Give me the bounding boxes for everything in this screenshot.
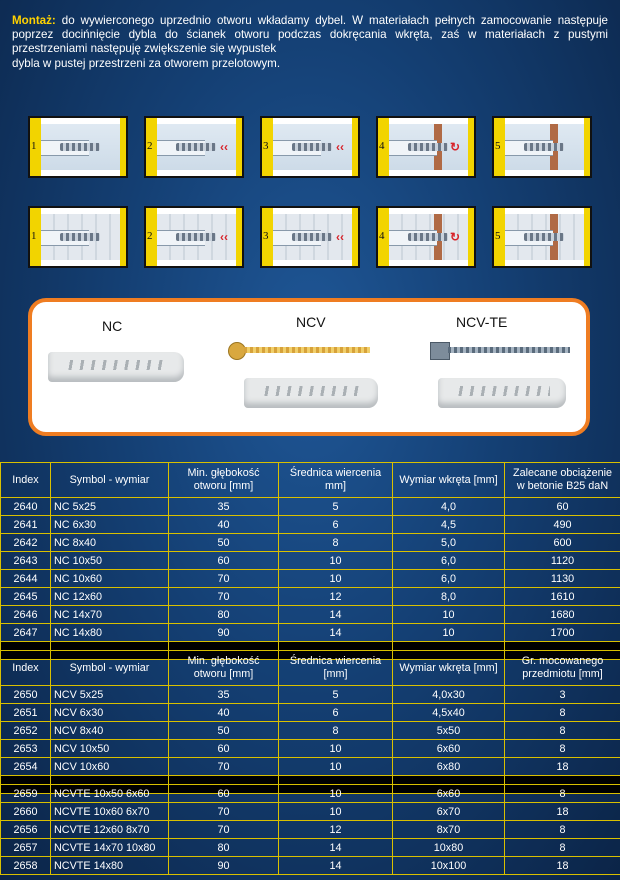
cell-screw: 6x60 <box>393 785 505 803</box>
cell-symbol: NC 5x25 <box>51 498 169 516</box>
step-4 <box>376 116 476 178</box>
cell-index: 2651 <box>1 704 51 722</box>
cell-screw: 10 <box>393 624 505 642</box>
cell-diameter: 6 <box>279 704 393 722</box>
col-screw: Wymiar wkręta [mm] <box>393 651 505 686</box>
step-number: 1 <box>31 140 37 152</box>
screw-icon <box>408 233 448 241</box>
cell-diameter: 12 <box>279 588 393 606</box>
cell-index: 2647 <box>1 624 51 642</box>
cell-screw: 4,0 <box>393 498 505 516</box>
cell-symbol: NC 10x50 <box>51 552 169 570</box>
cell-index: 2660 <box>1 803 51 821</box>
cell-value: 60 <box>505 498 620 516</box>
cell-value: 18 <box>505 803 620 821</box>
cell-screw: 10x100 <box>393 857 505 875</box>
cell-depth: 80 <box>169 839 279 857</box>
product-panel <box>28 298 590 436</box>
cell-value: 18 <box>505 758 620 776</box>
cell-index: 2640 <box>1 498 51 516</box>
label-ncv: NCV <box>296 314 326 330</box>
intro-last-line: dybla w pustej przestrzeni za otworem przelotowym. <box>12 56 281 70</box>
cell-diameter: 10 <box>279 570 393 588</box>
cell-value: 8 <box>505 704 620 722</box>
intro-text <box>12 14 608 71</box>
dowel-icon <box>176 143 216 151</box>
cell-value: 3 <box>505 686 620 704</box>
arrow-icon: ‹‹ <box>220 140 228 154</box>
cell-depth: 35 <box>169 686 279 704</box>
ncv-te-dowel-image <box>438 378 566 408</box>
table-row <box>1 552 620 570</box>
cell-index: 2646 <box>1 606 51 624</box>
drill-icon <box>60 233 100 241</box>
cell-index: 2645 <box>1 588 51 606</box>
rotate-icon: ↻ <box>449 140 460 154</box>
col-diameter: Średnica wiercenia mm] <box>279 463 393 498</box>
cell-index: 2659 <box>1 785 51 803</box>
col-load: Zalecane obciążenie w betonie B25 daN <box>505 463 620 498</box>
cell-symbol: NCVTE 14x70 10x80 <box>51 839 169 857</box>
cell-diameter: 14 <box>279 606 393 624</box>
cell-screw: 5x50 <box>393 722 505 740</box>
step-number: 2 <box>147 230 153 242</box>
cell-depth: 90 <box>169 857 279 875</box>
screw-icon <box>408 143 448 151</box>
cell-depth: 80 <box>169 606 279 624</box>
cell-symbol: NCV 10x50 <box>51 740 169 758</box>
steps-row-hollow <box>28 206 592 268</box>
table-ncv <box>0 650 620 794</box>
arrow-icon: ‹‹ <box>220 230 228 244</box>
cell-symbol: NCVTE 12x60 8x70 <box>51 821 169 839</box>
table-row <box>1 857 620 875</box>
col-depth: Min. głębokość otworu [mm] <box>169 463 279 498</box>
cell-index: 2641 <box>1 516 51 534</box>
cell-depth: 70 <box>169 821 279 839</box>
cell-diameter: 8 <box>279 534 393 552</box>
cell-diameter: 14 <box>279 857 393 875</box>
cell-screw: 10x80 <box>393 839 505 857</box>
dowel-icon <box>292 143 332 151</box>
cell-symbol: NCV 10x60 <box>51 758 169 776</box>
cell-index: 2642 <box>1 534 51 552</box>
col-index: Index <box>1 463 51 498</box>
cell-depth: 50 <box>169 722 279 740</box>
cell-screw: 6,0 <box>393 570 505 588</box>
cell-depth: 70 <box>169 588 279 606</box>
table-row <box>1 740 620 758</box>
cell-screw: 4,5x40 <box>393 704 505 722</box>
cell-value: 1130 <box>505 570 620 588</box>
cell-diameter: 5 <box>279 686 393 704</box>
step-3 <box>260 116 360 178</box>
cell-value: 600 <box>505 534 620 552</box>
ncv-te-bolt-image <box>448 347 570 353</box>
cell-depth: 60 <box>169 552 279 570</box>
cell-value: 8 <box>505 740 620 758</box>
step-number: 2 <box>147 140 153 152</box>
cell-symbol: NC 14x70 <box>51 606 169 624</box>
cell-diameter: 5 <box>279 498 393 516</box>
cell-diameter: 14 <box>279 624 393 642</box>
col-depth: Min. głębokość otworu [mm] <box>169 651 279 686</box>
cell-screw: 4,5 <box>393 516 505 534</box>
cell-diameter: 10 <box>279 740 393 758</box>
table-row <box>1 498 620 516</box>
screw-icon <box>524 233 564 241</box>
cell-index: 2653 <box>1 740 51 758</box>
cell-value: 1120 <box>505 552 620 570</box>
cell-screw: 6,0 <box>393 552 505 570</box>
cell-depth: 50 <box>169 534 279 552</box>
cell-screw: 8,0 <box>393 588 505 606</box>
label-ncv-te: NCV-TE <box>456 314 508 330</box>
cell-value: 1700 <box>505 624 620 642</box>
step-3 <box>260 206 360 268</box>
cell-depth: 60 <box>169 740 279 758</box>
cell-screw: 10 <box>393 606 505 624</box>
cell-depth: 35 <box>169 498 279 516</box>
steps-row-solid <box>28 116 592 178</box>
cell-diameter: 12 <box>279 821 393 839</box>
cell-symbol: NC 6x30 <box>51 516 169 534</box>
table-row <box>1 588 620 606</box>
cell-symbol: NCV 8x40 <box>51 722 169 740</box>
step-2 <box>144 116 244 178</box>
dowel-icon <box>292 233 332 241</box>
table-row <box>1 686 620 704</box>
cell-symbol: NCVTE 14x80 <box>51 857 169 875</box>
cell-depth: 60 <box>169 785 279 803</box>
dowel-icon <box>176 233 216 241</box>
cell-symbol: NCV 5x25 <box>51 686 169 704</box>
intro-body: do wywierconego uprzednio otworu wkładamy dybel. W materiałach pełnych zamocowanie następuje poprzez docińnięcie dybla do ścianek otworu podczas dokręcania wkręta, zaś w materiałach z pustymi przestrzeniami następuję zwiększenie się wypustek <box>12 14 608 56</box>
cell-screw: 6x70 <box>393 803 505 821</box>
arrow-icon: ‹‹ <box>336 230 344 244</box>
step-number: 4 <box>379 230 385 242</box>
step-number: 4 <box>379 140 385 152</box>
cell-depth: 70 <box>169 803 279 821</box>
table-row <box>1 704 620 722</box>
col-diameter: Średnica wiercenia [mm] <box>279 651 393 686</box>
table-row <box>1 758 620 776</box>
arrow-icon: ‹‹ <box>336 140 344 154</box>
cell-symbol: NCVTE 10x60 6x70 <box>51 803 169 821</box>
cell-value: 8 <box>505 722 620 740</box>
step-number: 5 <box>495 140 501 152</box>
col-screw: Wymiar wkręta [mm] <box>393 463 505 498</box>
table-row <box>1 516 620 534</box>
table-row <box>1 821 620 839</box>
cell-diameter: 8 <box>279 722 393 740</box>
cell-symbol: NC 14x80 <box>51 624 169 642</box>
cell-diameter: 10 <box>279 552 393 570</box>
table-header <box>1 651 620 686</box>
step-5 <box>492 116 592 178</box>
cell-index: 2654 <box>1 758 51 776</box>
step-4 <box>376 206 476 268</box>
cell-symbol: NC 12x60 <box>51 588 169 606</box>
cell-index: 2656 <box>1 821 51 839</box>
cell-depth: 70 <box>169 758 279 776</box>
screw-icon <box>524 143 564 151</box>
table-row <box>1 534 620 552</box>
cell-symbol: NCVTE 10x50 6x60 <box>51 785 169 803</box>
table-row <box>1 785 620 803</box>
drill-icon <box>60 143 100 151</box>
cell-depth: 40 <box>169 516 279 534</box>
step-2 <box>144 206 244 268</box>
cell-value: 8 <box>505 821 620 839</box>
cell-symbol: NC 8x40 <box>51 534 169 552</box>
step-number: 3 <box>263 140 269 152</box>
step-1 <box>28 206 128 268</box>
col-thickness: Gr. mocowanego przedmiotu [mm] <box>505 651 620 686</box>
cell-index: 2658 <box>1 857 51 875</box>
cell-index: 2643 <box>1 552 51 570</box>
table-row <box>1 839 620 857</box>
cell-value: 1680 <box>505 606 620 624</box>
cell-symbol: NC 10x60 <box>51 570 169 588</box>
cell-screw: 5,0 <box>393 534 505 552</box>
cell-value: 1610 <box>505 588 620 606</box>
cell-depth: 40 <box>169 704 279 722</box>
rotate-icon: ↻ <box>449 230 460 244</box>
ncv-dowel-image <box>244 378 378 408</box>
table-row <box>1 803 620 821</box>
cell-depth: 70 <box>169 570 279 588</box>
intro-lead: Montaż: <box>12 14 56 27</box>
cell-diameter: 14 <box>279 839 393 857</box>
table-row <box>1 722 620 740</box>
cell-value: 8 <box>505 785 620 803</box>
nc-dowel-image <box>48 352 184 382</box>
table-row <box>1 606 620 624</box>
cell-index: 2652 <box>1 722 51 740</box>
cell-diameter: 10 <box>279 758 393 776</box>
table-row <box>1 570 620 588</box>
step-1 <box>28 116 128 178</box>
table-row <box>1 624 620 642</box>
cell-index: 2644 <box>1 570 51 588</box>
cell-diameter: 10 <box>279 803 393 821</box>
col-index: Index <box>1 651 51 686</box>
bolt-head-icon <box>430 342 450 360</box>
step-5 <box>492 206 592 268</box>
label-nc: NC <box>102 318 123 334</box>
cell-screw: 6x60 <box>393 740 505 758</box>
ncv-screw-image <box>244 347 370 353</box>
cell-diameter: 10 <box>279 785 393 803</box>
table-ncvte <box>0 784 620 875</box>
cell-diameter: 6 <box>279 516 393 534</box>
cell-screw: 4,0x30 <box>393 686 505 704</box>
cell-index: 2657 <box>1 839 51 857</box>
cell-screw: 6x80 <box>393 758 505 776</box>
cell-symbol: NCV 6x30 <box>51 704 169 722</box>
table-nc <box>0 462 620 660</box>
cell-screw: 8x70 <box>393 821 505 839</box>
step-number: 5 <box>495 230 501 242</box>
col-symbol: Symbol - wymiar <box>51 651 169 686</box>
cell-index: 2650 <box>1 686 51 704</box>
table-header <box>1 463 620 498</box>
col-symbol: Symbol - wymiar <box>51 463 169 498</box>
cell-value: 8 <box>505 839 620 857</box>
step-number: 3 <box>263 230 269 242</box>
cell-depth: 90 <box>169 624 279 642</box>
cell-value: 490 <box>505 516 620 534</box>
cell-value: 18 <box>505 857 620 875</box>
step-number: 1 <box>31 230 37 242</box>
